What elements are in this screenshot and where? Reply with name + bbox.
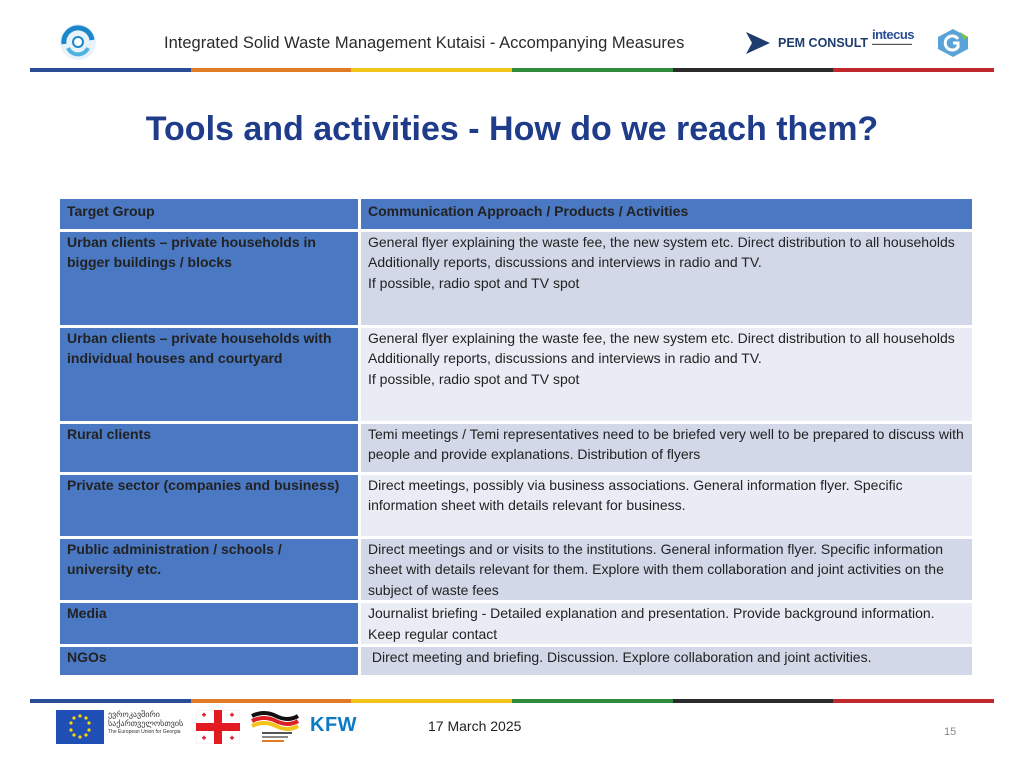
intecus-sub-graphic: ▬▬▬▬▬▬▬▬▬▬ — [872, 41, 912, 46]
pem-consult-label: PEM CONSULT — [778, 36, 869, 50]
description-line: General flyer explaining the waste fee, the new system etc. Direct distribution to all households — [368, 233, 955, 250]
description-cell — [361, 232, 972, 325]
pem-arrow-icon — [746, 32, 770, 54]
target-group-cell: Public administration / schools / university etc. — [60, 539, 361, 601]
table-row — [60, 603, 972, 644]
description-cell — [361, 647, 972, 675]
eu-label — [108, 710, 183, 737]
g-hexagon-icon — [936, 28, 970, 58]
description-line: Additionally reports, discussions and interviews in radio and TV. — [368, 350, 762, 366]
table-row — [60, 539, 972, 601]
swirl-logo-icon — [58, 22, 98, 62]
header-target-group: Target Group — [60, 199, 361, 229]
page-number: 15 — [944, 726, 957, 738]
target-group-cell: Urban clients – private households with individual houses and courtyard — [60, 328, 361, 421]
table-row — [60, 424, 972, 472]
header-title: Integrated Solid Waste Management Kutaisi - Accompanying Measures — [164, 34, 685, 52]
pem-consult-logo — [746, 30, 868, 56]
description-line: Direct meetings, possibly via business associations. General information flyer. Specific information sheet with details relevant for business. — [368, 476, 903, 513]
description-line: Direct meeting and briefing. Discussion. Explore collaboration and joint activities. — [368, 649, 872, 665]
table-row — [60, 328, 972, 421]
table-row — [60, 647, 972, 675]
georgia-cross-icon — [196, 710, 240, 744]
target-group-cell: Urban clients – private households in bigger buildings / blocks — [60, 232, 361, 325]
header-color-stripe — [30, 68, 994, 72]
description-line: Additionally reports, discussions and interviews in radio and TV. — [368, 254, 762, 270]
target-group-cell: Media — [60, 603, 361, 644]
intecus-logo — [872, 28, 930, 56]
activities-table — [60, 196, 972, 678]
slide-title: Tools and activities - How do we reach them? — [145, 110, 879, 148]
description-line: Direct meetings and or visits to the institutions. General information flyer. Specific information sheet with details relevant for them. Explore with them collaboration and joint activities on the subject of waste fees — [368, 540, 944, 598]
eu-label-line3: The European Union for Georgia — [108, 729, 181, 735]
table-row — [60, 475, 972, 536]
description-line: General flyer explaining the waste fee, the new system etc. Direct distribution to all households — [368, 329, 955, 346]
intecus-label: intecus — [872, 27, 915, 42]
description-line: Journalist briefing - Detailed explanation and presentation. Provide background information. Keep regular contact — [368, 605, 935, 642]
georgia-flag-icon — [196, 710, 240, 744]
g-partner-logo — [936, 28, 970, 58]
description-line: Temi meetings / Temi representatives need to be briefed very well to be prepared to discuss with people and provide explanations. Distribution of flyers — [368, 425, 964, 462]
table-row — [60, 232, 972, 325]
target-group-cell: NGOs — [60, 647, 361, 675]
description-line: If possible, radio spot and TV spot — [368, 274, 580, 291]
table-header-row — [60, 199, 972, 229]
eu-label-line2: საქართველოსთვის — [108, 719, 184, 728]
footer-color-stripe — [30, 699, 994, 703]
slide-date: 17 March 2025 — [428, 718, 522, 734]
target-group-cell: Rural clients — [60, 424, 361, 472]
german-flag-wave-icon — [248, 706, 302, 746]
german-cooperation-logo — [248, 706, 302, 746]
description-cell — [361, 328, 972, 421]
header-communication-approach: Communication Approach / Products / Activities — [361, 199, 972, 229]
eu-flag-icon — [56, 710, 104, 744]
header-logo — [58, 22, 98, 62]
description-cell — [361, 603, 972, 644]
description-cell — [361, 475, 972, 536]
eu-stars-icon — [56, 710, 104, 744]
target-group-cell: Private sector (companies and business) — [60, 475, 361, 536]
description-cell — [361, 424, 972, 472]
kfw-logo: KFW — [310, 714, 358, 736]
description-line: If possible, radio spot and TV spot — [368, 370, 580, 387]
eu-label-line1: ევროკავშირი — [108, 710, 160, 719]
description-cell — [361, 539, 972, 601]
